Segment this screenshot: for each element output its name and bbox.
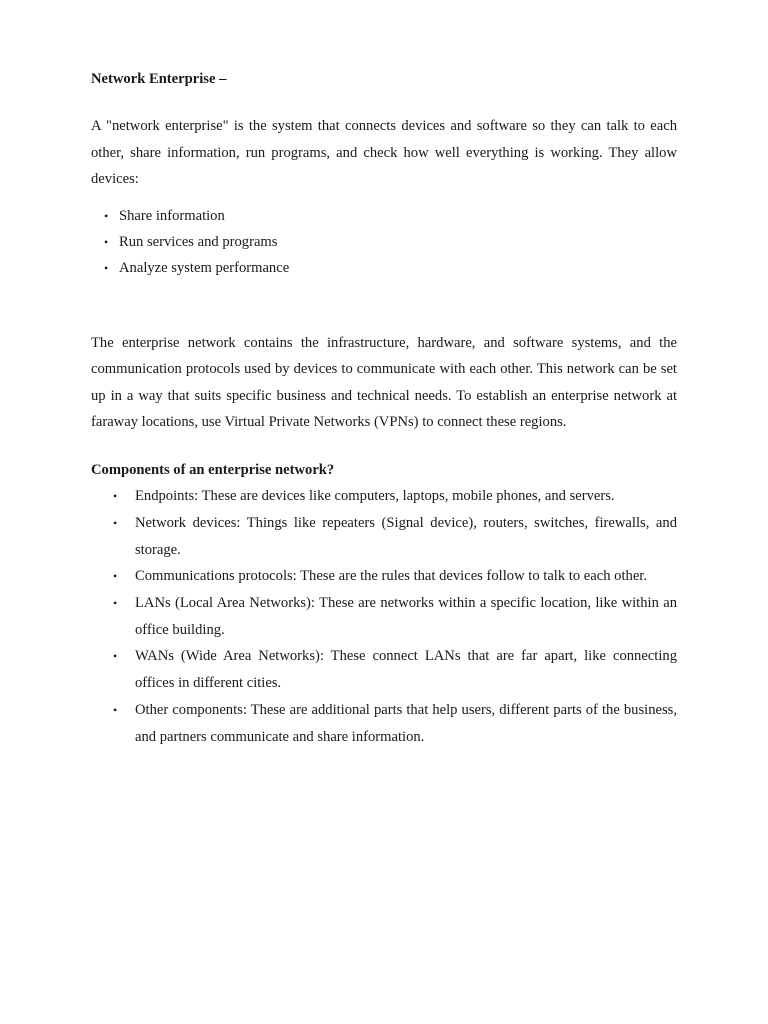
intro-bullet-list — [91, 203, 677, 282]
list-item — [113, 510, 677, 563]
list-item — [104, 229, 677, 255]
list-item-text: WANs (Wide Area Networks): These connect LANs that are far apart, like connecting offices in different cities. — [135, 648, 677, 692]
bullet-icon: • — [104, 234, 109, 249]
bullet-icon: • — [113, 596, 118, 611]
list-item — [113, 643, 677, 696]
components-list — [91, 483, 677, 750]
list-item-text: LANs (Local Area Networks): These are networks within a specific location, like within an office building. — [135, 595, 677, 638]
list-item — [104, 255, 677, 281]
document-title: Network Enterprise – — [91, 71, 227, 87]
bullet-icon: • — [104, 208, 109, 223]
list-item-text: Other components: These are additional parts that help users, different parts of the business, and partners communicate and share information. — [135, 701, 677, 745]
bullet-icon: • — [113, 489, 118, 504]
bullet-icon: • — [104, 261, 109, 276]
bullet-icon: • — [113, 649, 118, 664]
list-item-text: Run services and programs — [119, 233, 278, 250]
bullet-icon: • — [113, 569, 118, 584]
list-item — [113, 563, 677, 590]
bullet-icon: • — [113, 702, 118, 717]
list-item-text: Network devices: Things like repeaters (Signal device), routers, switches, firewalls, and storage. — [135, 514, 677, 558]
list-item — [113, 483, 677, 510]
list-item — [104, 203, 677, 229]
bullet-icon: • — [113, 515, 118, 530]
enterprise-paragraph: The enterprise network contains the infrastructure, hardware, and software systems, and the communication protocols used by devices to communicate with each other. This network can be set up in a way that suits specific business and technical needs. To establish an enterprise network at faraway locations, use Virtual Private Networks (VPNs) to connect these regions. — [91, 334, 677, 431]
list-item-text: Endpoints: These are devices like computers, laptops, mobile phones, and servers. — [135, 488, 615, 505]
list-item-text: Communications protocols: These are the rules that devices follow to talk to each other. — [135, 568, 647, 585]
list-item-text: Share information — [119, 207, 225, 224]
intro-paragraph: A "network enterprise" is the system that connects devices and software so they can talk to each other, share information, run programs, and check how well everything is working. They allow devices: — [91, 118, 677, 187]
list-item — [113, 697, 677, 750]
list-item — [113, 590, 677, 643]
list-item-text: Analyze system performance — [119, 260, 290, 277]
components-heading: Components of an enterprise network? — [91, 461, 335, 478]
